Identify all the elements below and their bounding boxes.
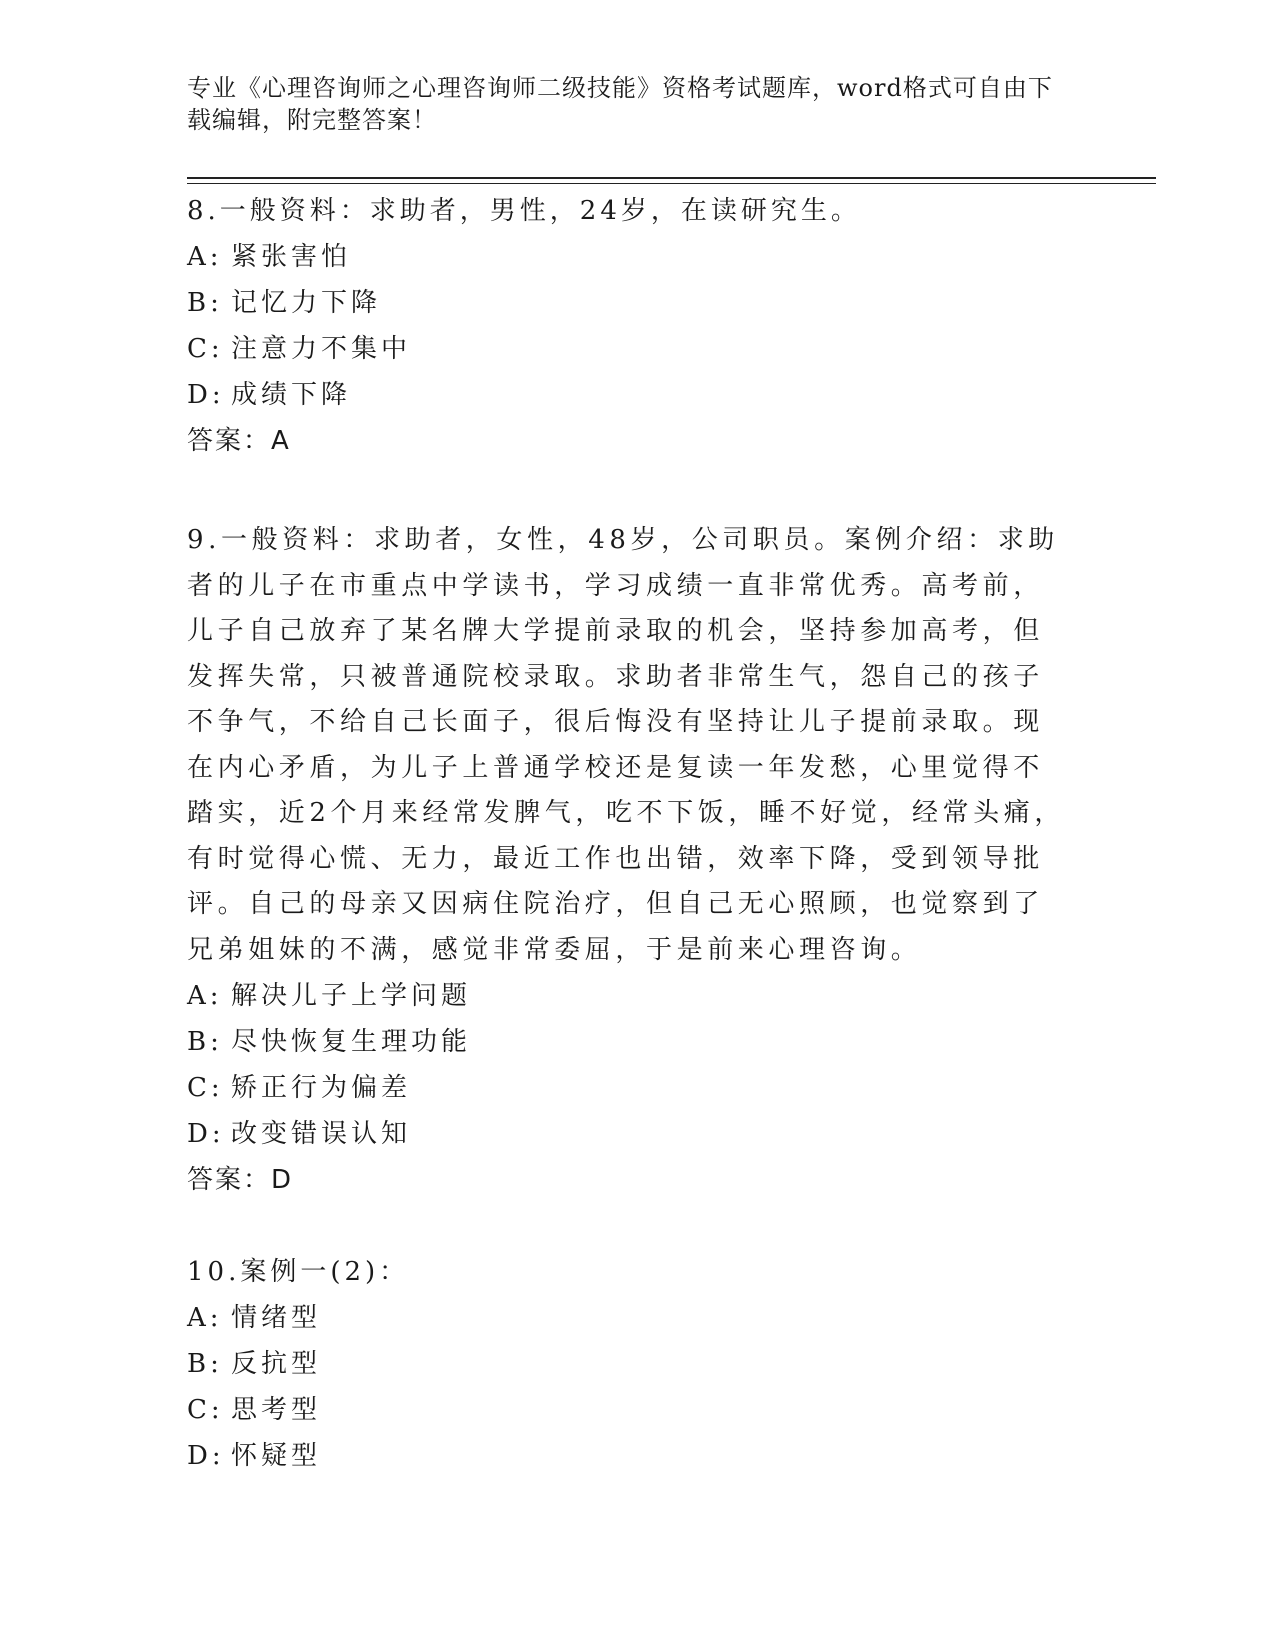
option-text: 尽快恢复生理功能	[231, 1027, 472, 1057]
question-9-option-d	[187, 1111, 1067, 1157]
option-text: 紧张害怕	[231, 242, 352, 272]
question-8-stem: 8.一般资料：求助者，男性，24岁，在读研究生。	[187, 196, 861, 226]
option-letter: D:	[187, 380, 225, 410]
spacer	[187, 464, 1067, 510]
question-9-option-a	[187, 973, 1067, 1019]
question-8-option-c	[187, 326, 1067, 372]
option-letter: B:	[187, 1027, 223, 1057]
header-divider-thin	[187, 183, 1156, 184]
question-10-stem: 10.案例一(2)：	[187, 1257, 410, 1287]
question-10-option-b	[187, 1341, 1067, 1387]
question-9-answer: 答案：D	[187, 1165, 294, 1195]
question-list	[187, 188, 1067, 1479]
option-text: 情绪型	[231, 1303, 322, 1333]
option-letter: B:	[187, 288, 223, 318]
option-letter: D:	[187, 1441, 225, 1471]
option-text: 记忆力下降	[231, 288, 382, 318]
option-letter: A:	[187, 242, 223, 272]
option-text: 矫正行为偏差	[231, 1073, 412, 1103]
option-letter: C:	[187, 1395, 224, 1425]
question-9-option-c	[187, 1065, 1067, 1111]
option-text: 思考型	[231, 1395, 322, 1425]
option-text: 怀疑型	[231, 1441, 322, 1471]
question-10-option-d	[187, 1433, 1067, 1479]
question-10-option-a	[187, 1295, 1067, 1341]
option-text: 成绩下降	[231, 380, 352, 410]
option-text: 解决儿子上学问题	[231, 981, 472, 1011]
question-8-option-d	[187, 372, 1067, 418]
option-letter: B:	[187, 1349, 223, 1379]
option-text: 反抗型	[231, 1349, 322, 1379]
question-8-answer: 答案：A	[187, 426, 291, 456]
option-text: 改变错误认知	[231, 1119, 412, 1149]
question-9-stem: 9.一般资料：求助者，女性，48岁，公司职员。案例介绍：求助者的儿子在市重点中学读书，学习成绩一直非常优秀。高考前，儿子自己放弃了某名牌大学提前录取的机会，坚持参加高考，但发挥失常，只被普通院校录取。求助者非常生气，怨自己的孩子不争气，不给自己长面子，很后悔没有坚持让儿子提前录取。现在内心矛盾，为儿子上普通学校还是复读一年发愁，心里觉得不踏实，近2个月来经常发脾气，吃不下饭，睡不好觉，经常头痛，有时觉得心慌、无力，最近工作也出错，效率下降，受到领导批评。自己的母亲又因病住院治疗，但自己无心照顾，也觉察到了兄弟姐妹的不满，感觉非常委屈，于是前来心理咨询。	[187, 525, 1065, 965]
option-letter: D:	[187, 1119, 225, 1149]
option-letter: C:	[187, 1073, 224, 1103]
header-divider-thick	[187, 177, 1156, 179]
question-8-option-a	[187, 234, 1067, 280]
option-text: 注意力不集中	[231, 334, 412, 364]
spacer	[187, 1203, 1067, 1249]
option-letter: C:	[187, 334, 224, 364]
document-header: 专业《心理咨询师之心理咨询师二级技能》资格考试题库，word格式可自由下载编辑，附完整答案！	[187, 74, 1053, 134]
question-9-option-b	[187, 1019, 1067, 1065]
option-letter: A:	[187, 981, 223, 1011]
question-8-option-b	[187, 280, 1067, 326]
question-10-option-c	[187, 1387, 1067, 1433]
option-letter: A:	[187, 1303, 223, 1333]
